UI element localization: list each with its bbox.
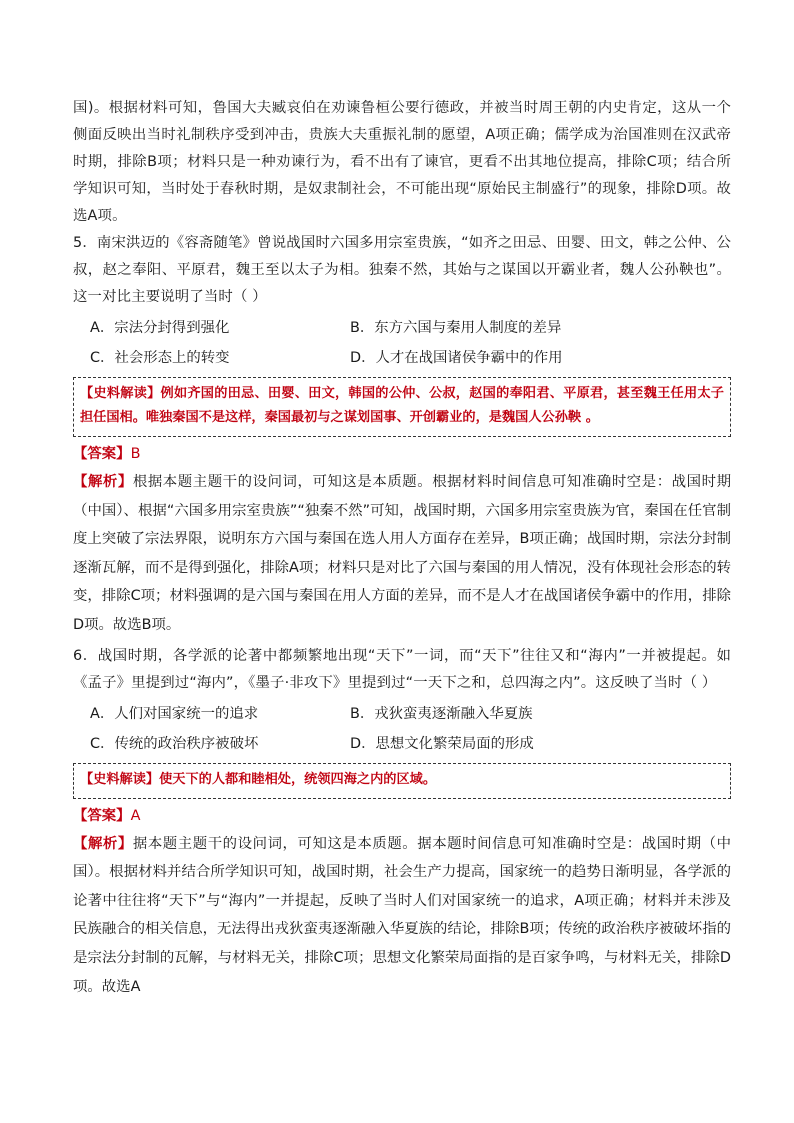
- question-6-option-c: C．传统的政治秩序被破坏: [90, 735, 259, 752]
- question-6-stem: 6．战国时期，各学派的论著中都频繁地出现“天下”一词，而“天下”往往又和“海内”一并被提起。如《孟子》里提到过“海内”，《墨子·非攻下》里提到过“一天下之和，总四海之内”。这反映了当时（ ）: [73, 647, 731, 691]
- page-content: [73, 95, 731, 1001]
- explanation-tag: 【解析】: [73, 835, 133, 852]
- question-5-option-c: C．社会形态上的转变: [90, 350, 230, 366]
- question-5-option-a: A．宗法分封得到强化: [90, 320, 230, 336]
- question-6-source-interpretation-box: [73, 763, 731, 799]
- question-6-option-b: B．戎狄蛮夷逐渐融入华夏族: [350, 705, 533, 722]
- question-5-options: [73, 313, 731, 373]
- answer-value: B: [130, 446, 141, 462]
- question-5-option-b: B．东方六国与秦用人制度的差异: [350, 320, 562, 336]
- question-6-option-d: D．思想文化繁荣局面的形成: [350, 735, 534, 752]
- answer-value: A: [130, 807, 141, 824]
- source-interpretation-tag: 【史料解读】: [80, 771, 160, 787]
- explanation-tag: 【解析】: [73, 474, 133, 490]
- source-interpretation-text: 例如齐国的田忌、田婴、田文，韩国的公仲、公叔，赵国的奉阳君、平原君，甚至魏王任用太子担任国相。唯独秦国不是这样，秦国最初与之谋划国事、开创霸业的，是魏国人公孙鞅 。: [80, 386, 724, 425]
- question-6-explanation: [73, 830, 731, 1002]
- source-interpretation-text: 使天下的人都和睦相处，统领四海之内的区域。: [159, 771, 437, 787]
- previous-question-analysis-continuation: 国)。根据材料可知，鲁国大夫臧哀伯在劝谏鲁桓公要行德政，并被当时周王朝的内史肯定，这从一个侧面反映出当时礼制秩序受到冲击，贵族大夫重振礼制的愿望，A项正确；儒学成为治国准则在汉武帝时期，排除B项；材料只是一种劝谏行为，看不出有了谏官，更看不出其地位提高，排除C项；结合所学知识可知，当时处于春秋时期，是奴隶制社会，不可能出现“原始民主制盛行”的现象，排除D项。故选A项。: [73, 100, 731, 224]
- question-5-source-interpretation-box: [73, 377, 731, 437]
- question-5-answer: [73, 441, 731, 468]
- question-5-explanation: [73, 468, 731, 640]
- question-5-option-d: D．人才在战国诸侯争霸中的作用: [350, 350, 563, 366]
- question-6-option-a: A．人们对国家统一的追求: [90, 705, 259, 722]
- question-6-answer: [73, 803, 731, 830]
- question-5-stem: 5．南宋洪迈的《容斋随笔》曾说战国时六国多用宗室贵族，“如齐之田忌、田婴、田文，韩之公仲、公叔，赵之奉阳、平原君，魏王至以太子为相。独秦不然，其始与之谋国以开霸业者，魏人公孙鞅也”。这一对比主要说明了当时（ ）: [73, 235, 731, 305]
- explanation-text: 根据本题主题干的设问词，可知这是本质题。根据材料时间信息可知准确时空是：战国时期（中国）、根据“六国多用宗室贵族”“独秦不然”可知，战国时期，六国多用宗室贵族为官，秦国在任官制度上突破了宗法界限，说明东方六国与秦国在选人用人方面存在差异，B项正确；战国时期，宗法分封制逐渐瓦解，而不是得到强化，排除A项；材料只是对比了六国与秦国的用人情况，没有体现社会形态的转变，排除C项；材料强调的是六国与秦国在用人方面的差异，而不是人才在战国诸侯争霸中的作用，排除D项。故选B项。: [73, 474, 731, 633]
- answer-tag: 【答案】: [73, 807, 131, 824]
- question-6-options: [73, 699, 731, 759]
- source-interpretation-tag: 【史料解读】: [80, 386, 161, 401]
- answer-tag: 【答案】: [73, 446, 131, 462]
- explanation-text: 据本题主题干的设问词，可知这是本质题。据本题时间信息可知准确时空是：战国时期（中国）。根据材料并结合所学知识可知，战国时期，社会生产力提高，国家统一的趋势日渐明显，各学派的论著中往往将“天下”与“海内”一并提起，反映了当时人们对国家统一的追求，A项正确；材料并未涉及民族融合的相关信息，无法得出戎狄蛮夷逐渐融入华夏族的结论，排除B项；传统的政治秩序被破坏指的是宗法分封制的瓦解，与材料无关，排除C项；思想文化繁荣局面指的是百家争鸣，与材料无关，排除D项。故选A: [73, 835, 731, 995]
